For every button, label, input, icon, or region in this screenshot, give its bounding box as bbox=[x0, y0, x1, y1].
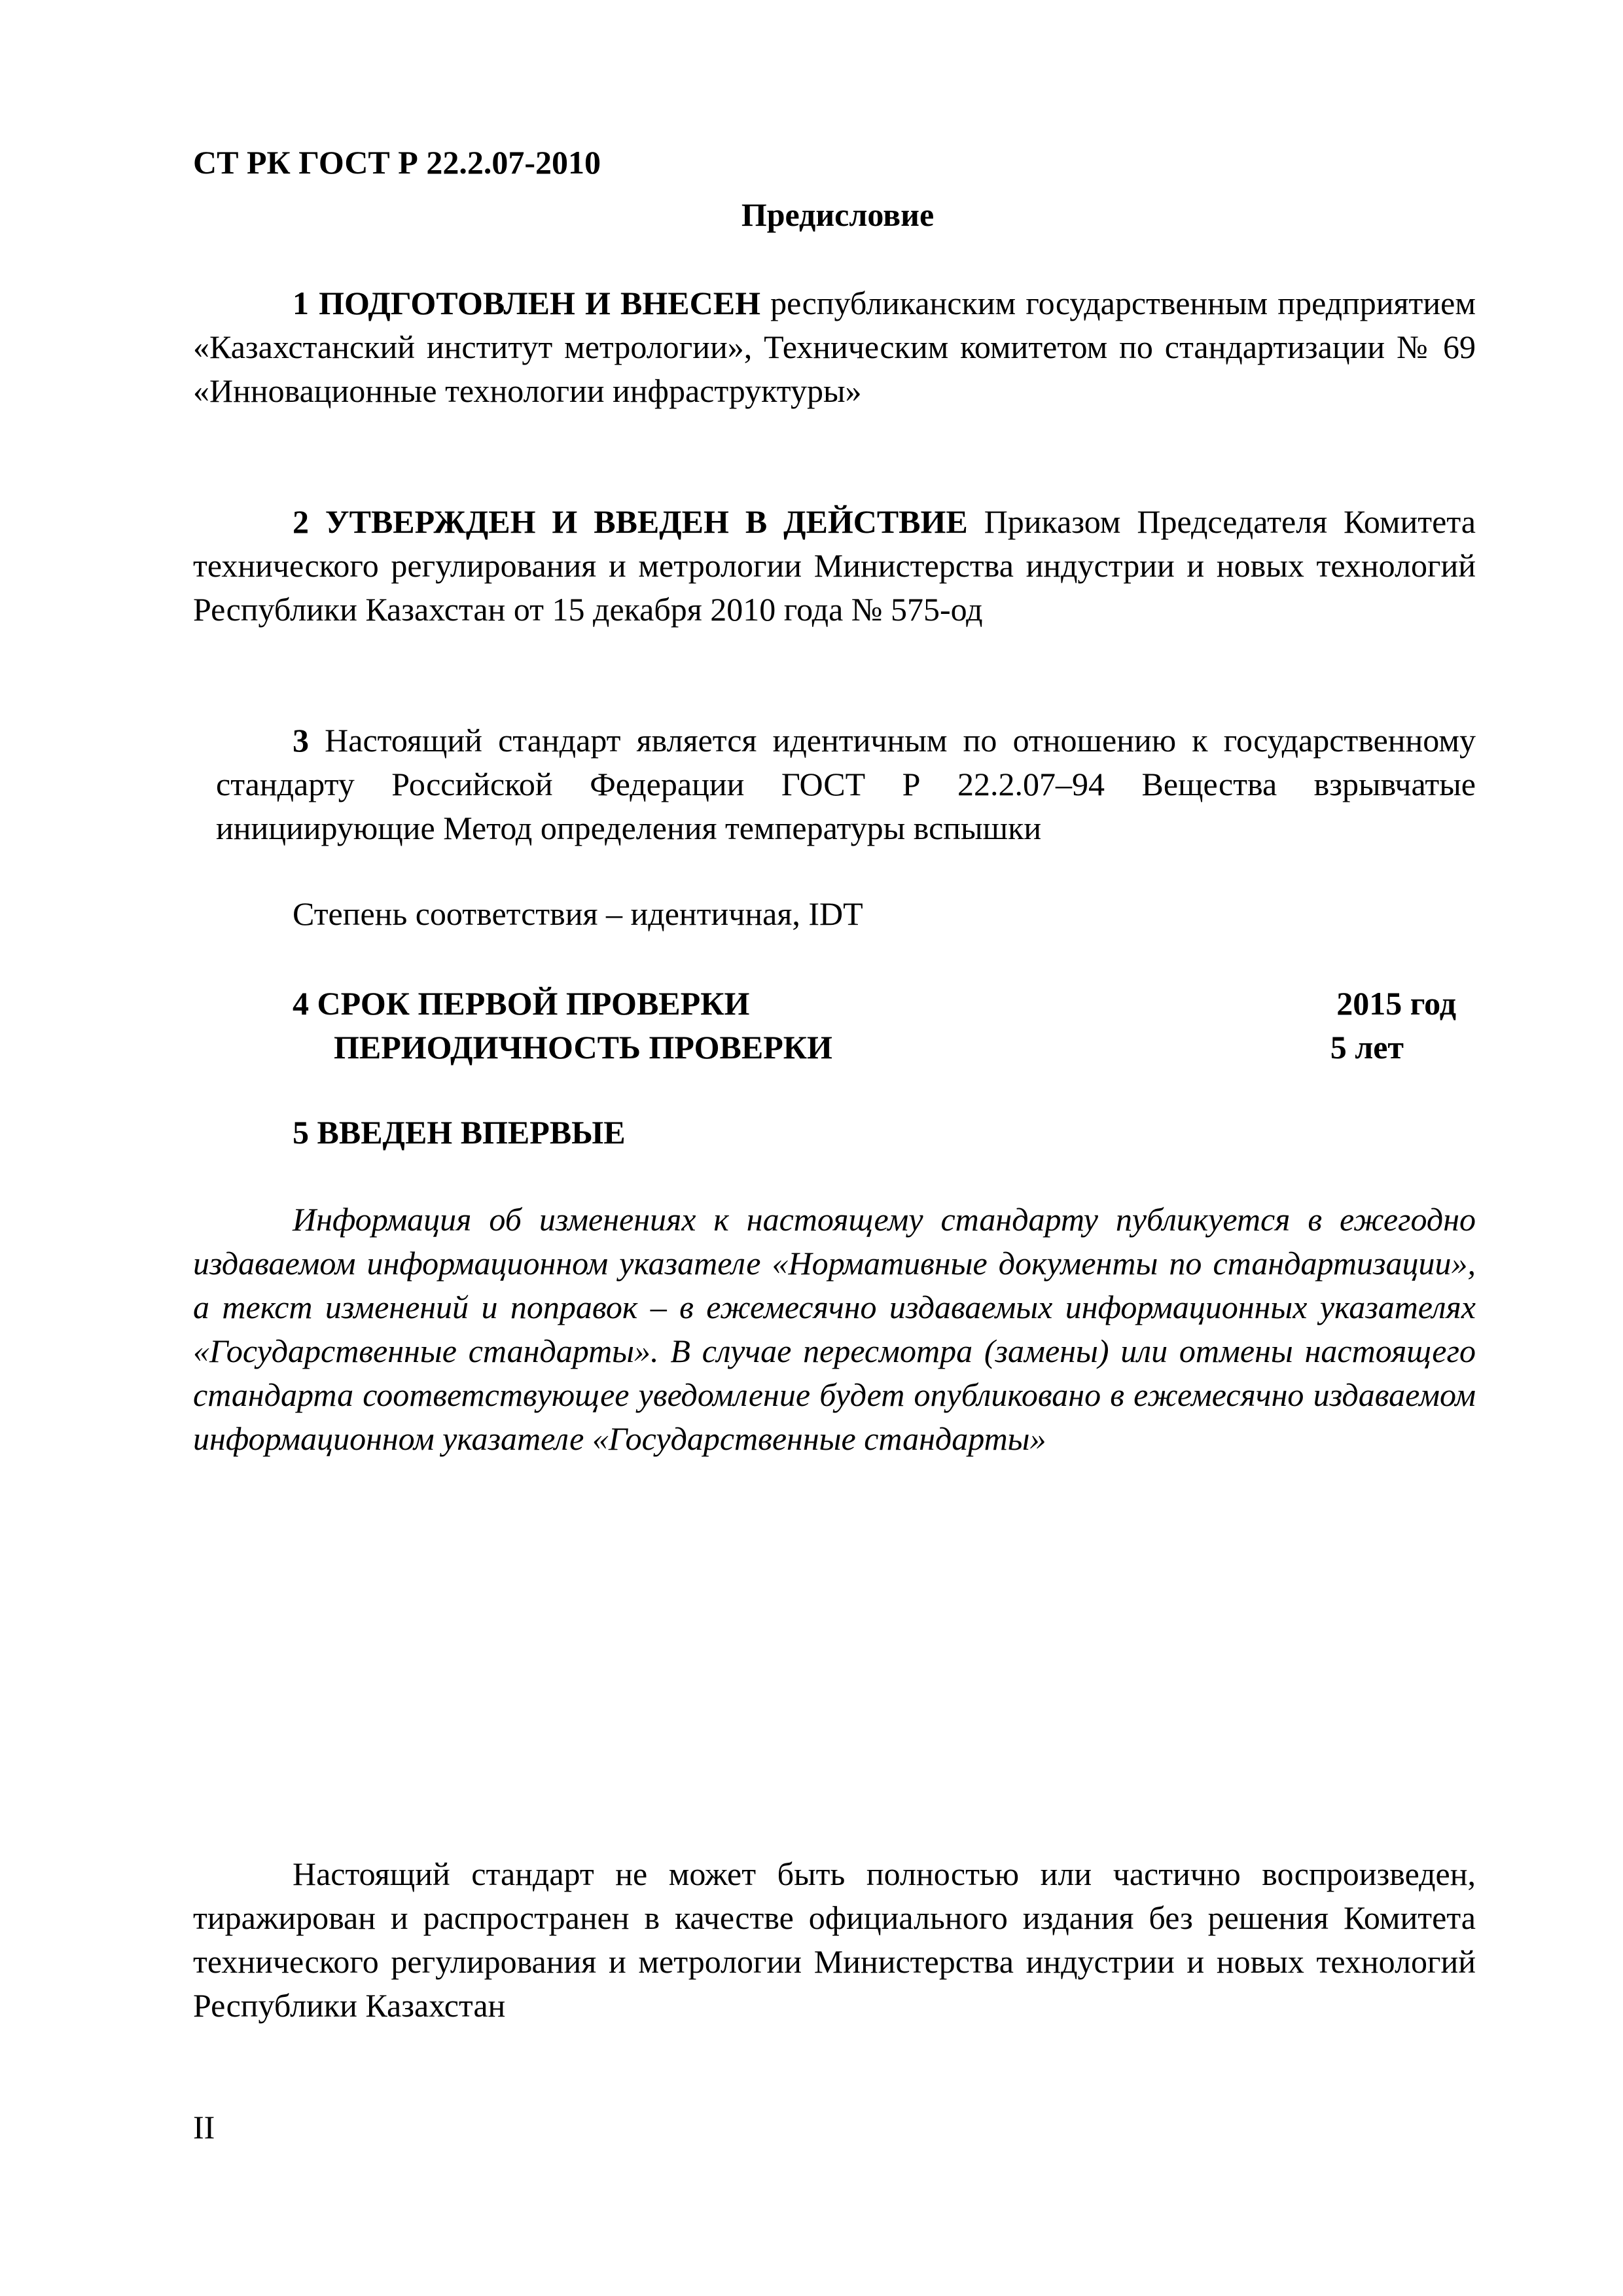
section-1-text: республиканским государственным предприятием «Казахстанский институт метрологии», Техническим комитетом по стандартизации № 69 «Инновационные технологии инфраструктуры» bbox=[193, 285, 1476, 409]
conformity-degree: Степень соответствия – идентичная, IDT bbox=[293, 895, 863, 932]
check-period-value: 5 лет bbox=[1330, 1029, 1404, 1066]
document-id: СТ РК ГОСТ Р 22.2.07-2010 bbox=[193, 144, 601, 181]
first-check-value: 2015 год bbox=[1336, 985, 1456, 1022]
section-5-title: 5 ВВЕДЕН ВПЕРВЫЕ bbox=[293, 1114, 626, 1151]
page-number: II bbox=[193, 2109, 215, 2145]
section-1-title: 1 ПОДГОТОВЛЕН И ВНЕСЕН bbox=[293, 285, 760, 321]
section-1-paragraph bbox=[193, 281, 1476, 413]
copyright-paragraph: Настоящий стандарт не может быть полностью или частично воспроизведен, тиражирован и распространен в качестве официального издания без решения Комитета технического регулирования и метрологии Министерства индустрии и новых технологий Республики Казахстан bbox=[193, 1856, 1476, 2024]
changes-info-paragraph: Информация об изменениях к настоящему стандарту публикуется в ежегодно издаваемом информационном указателе «Нормативные документы по стандартизации», а текст изменений и поправок – в ежемесячно издаваемых информационных указателях «Государственные стандарты». В случае пересмотра (замены) или отмены настоящего стандарта соответствующее уведомление будет опубликовано в ежемесячно издаваемом информационном указателе «Государственные стандарты» bbox=[193, 1201, 1476, 1457]
section-2-text: Приказом Председателя Комитета технического регулирования и метрологии Министерства индустрии и новых технологий Республики Казахстан от 15 декабря 2010 года № 575-од bbox=[193, 503, 1476, 628]
section-3-text: Настоящий стандарт является идентичным по отношению к государственному стандарту Российской Федерации ГОСТ Р 22.2.07–94 Вещества взрывчатые инициирующие Метод определения температуры вспышки bbox=[216, 722, 1476, 846]
section-3-paragraph bbox=[216, 719, 1476, 850]
page-title: Предисловие bbox=[741, 196, 935, 233]
section-3-number: 3 bbox=[293, 722, 309, 759]
check-period-label: ПЕРИОДИЧНОСТЬ ПРОВЕРКИ bbox=[334, 1029, 832, 1066]
section-2-title: 2 УТВЕРЖДЕН И ВВЕДЕН В ДЕЙСТВИЕ bbox=[293, 503, 968, 540]
section-2-paragraph bbox=[193, 500, 1476, 632]
first-check-label: 4 СРОК ПЕРВОЙ ПРОВЕРКИ bbox=[293, 985, 750, 1022]
